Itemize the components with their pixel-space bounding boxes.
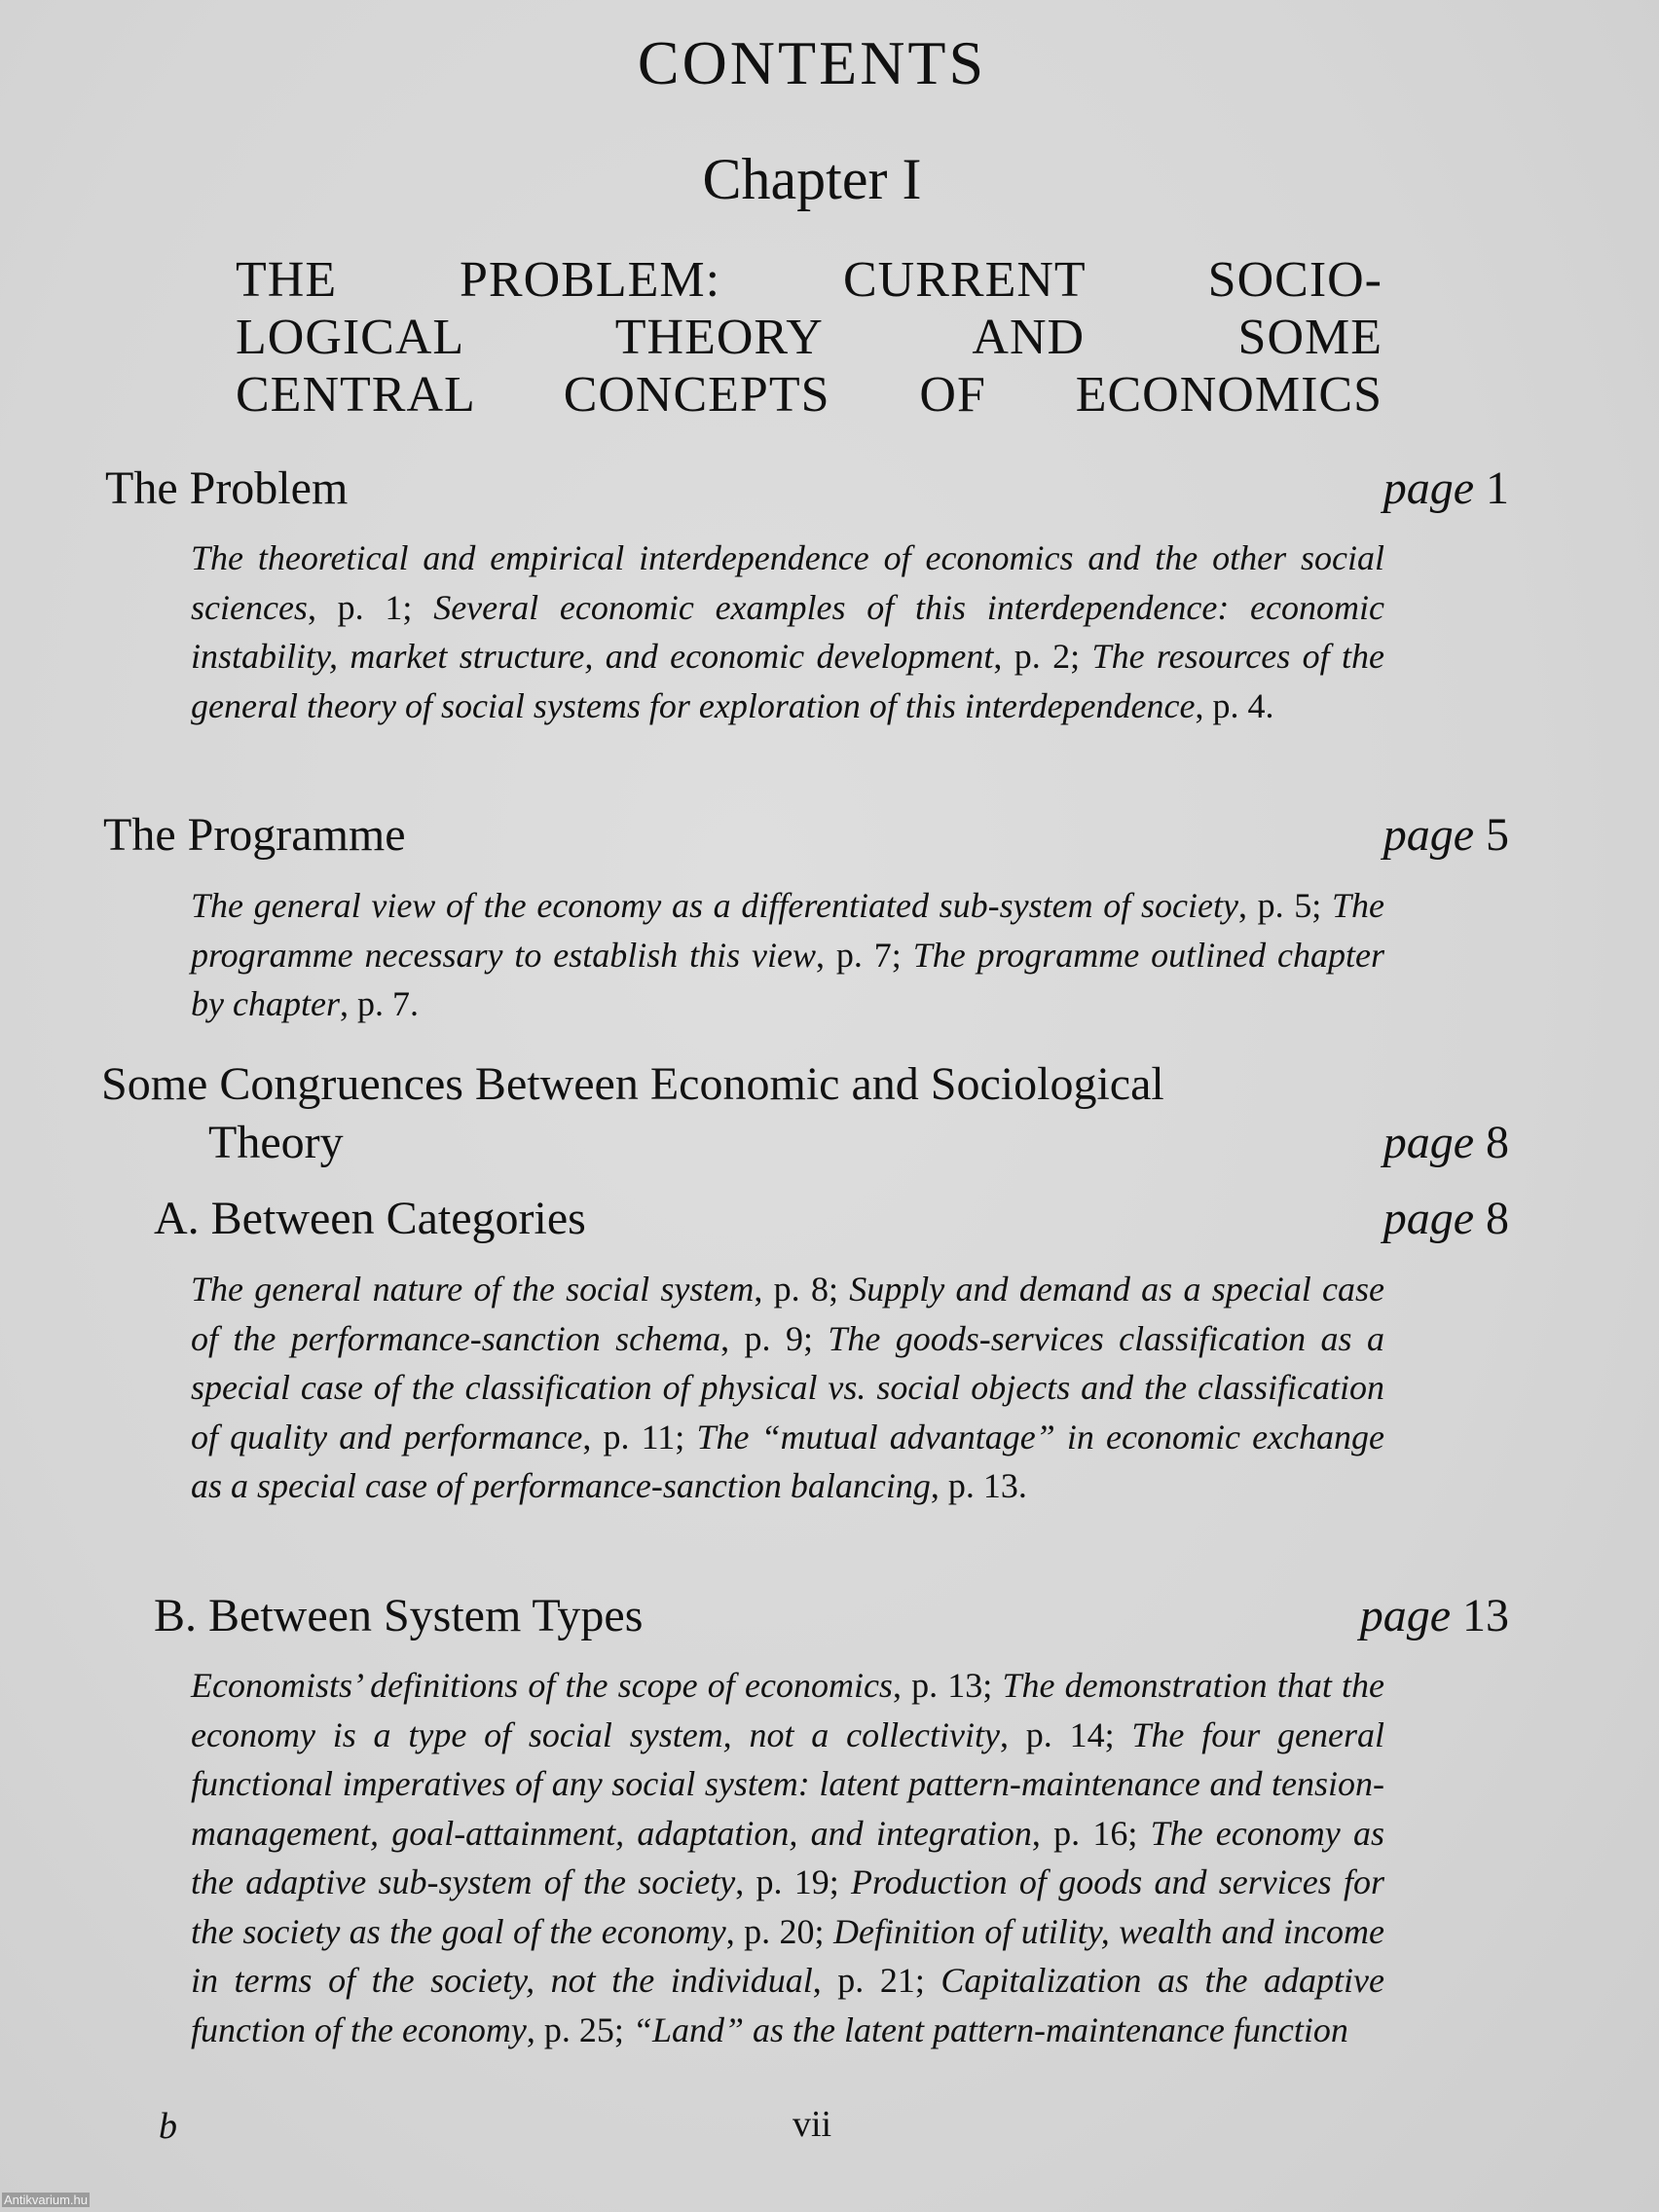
summary-page-ref: , p. 8;: [754, 1270, 850, 1309]
summary-topic: Capitalization as the adaptive function of the economy: [191, 1961, 1384, 2049]
page-number: 13: [1462, 1590, 1509, 1641]
entry-summary: [191, 1661, 1384, 2054]
summary-page-ref: , p. 9;: [720, 1318, 829, 1358]
summary-topic: The programme necessary to establish this view: [191, 886, 1384, 975]
summary-page-ref: , p. 11;: [582, 1417, 697, 1456]
toc-entry-between-system-types[interactable]: [154, 1589, 1509, 1643]
toc-entry-the-problem[interactable]: [105, 461, 1509, 516]
summary-topic: The goods-services classification as a special case of the classification of physical vs. social objects and the classification of quality and performance: [191, 1318, 1384, 1456]
page-number: 5: [1486, 809, 1509, 861]
entry-page-ref: [1383, 1192, 1509, 1246]
toc-entry-the-programme[interactable]: [103, 808, 1509, 863]
summary-page-ref: , p. 5;: [1237, 886, 1332, 925]
entry-title-line-2: Theory: [208, 1117, 344, 1168]
page-number: 8: [1486, 1117, 1509, 1168]
summary-page-ref: , p. 4.: [1195, 685, 1274, 725]
entry-page-ref: [1360, 1589, 1509, 1643]
summary-topic: Production of goods and services for the society as the goal of the economy: [191, 1862, 1384, 1951]
summary-topic: Supply and demand as a special case of the performance-sanction schema: [191, 1270, 1384, 1358]
summary-topic: The programme outlined chapter by chapter: [191, 935, 1384, 1023]
page-label: page: [1382, 809, 1474, 861]
toc-entry-some-congruences[interactable]: [101, 1057, 1509, 1112]
summary-page-ref: , p. 16;: [1031, 1813, 1151, 1853]
summary-topic: The demonstration that the economy is a type of social system, not a collectivity: [191, 1666, 1384, 1754]
summary-topic: The “mutual advantage” in economic exchange as a special case of performance-sanction balancing: [191, 1417, 1384, 1505]
entry-title: The Problem: [105, 462, 349, 514]
page-label: page: [1382, 1193, 1474, 1244]
summary-page-ref: , p. 13;: [892, 1666, 1003, 1705]
page-number: 8: [1486, 1193, 1509, 1244]
page-label: page: [1382, 462, 1474, 514]
chapter-heading: [236, 251, 1382, 424]
entry-page-ref: [1383, 808, 1509, 863]
summary-topic: The general view of the economy as a differentiated sub-system of society: [191, 886, 1238, 925]
summary-page-ref: , p. 2;: [993, 637, 1092, 676]
toc-entry-some-congruences-cont[interactable]: [208, 1116, 1509, 1170]
chapter-heading-line: LOGICAL THEORY AND SOME: [236, 310, 1382, 365]
entry-title: The Programme: [103, 809, 406, 861]
entry-summary: [191, 881, 1384, 1029]
toc-entry-between-categories[interactable]: [154, 1192, 1509, 1246]
summary-page-ref: , p. 19;: [735, 1862, 852, 1901]
page-label: page: [1382, 1117, 1474, 1168]
summary-page-ref: , p. 20;: [725, 1911, 833, 1951]
page-number: 1: [1486, 462, 1509, 514]
summary-topic: Several economic examples of this interdependence: economic instability, market structure, and economic development: [191, 587, 1384, 676]
entry-summary: [191, 1265, 1384, 1511]
chapter-heading-line: CENTRAL CONCEPTS OF ECONOMICS: [236, 367, 1382, 423]
entry-summary: [191, 534, 1384, 730]
watermark: Antikvarium.hu: [4, 2193, 88, 2207]
summary-topic: The theoretical and empirical interdependence of economics and the other social sciences: [191, 538, 1384, 627]
summary-page-ref: , p. 7.: [339, 984, 419, 1023]
summary-page-ref: , p. 13.: [930, 1466, 1027, 1505]
page-label: page: [1359, 1590, 1451, 1641]
page-number-footer: vii: [792, 2104, 832, 2145]
page-title: CONTENTS: [637, 28, 987, 97]
summary-topic: Definition of utility, wealth and income in terms of the society, not the individual: [191, 1911, 1384, 2000]
summary-topic: Economists’ definitions of the scope of economics: [191, 1666, 893, 1705]
summary-page-ref: , p. 1;: [307, 587, 434, 627]
summary-topic: The four general functional imperatives of any social system: latent pattern-maintenance and tension-management, goal-attainment, adaptation, and integration: [191, 1714, 1384, 1853]
entry-title: A. Between Categories: [154, 1193, 586, 1244]
entry-title: B. Between System Types: [154, 1590, 644, 1641]
entry-title-line-1: Some Congruences Between Economic and Sociological: [101, 1058, 1164, 1110]
summary-page-ref: , p. 7;: [816, 935, 913, 975]
signature-mark: b: [159, 2106, 177, 2147]
chapter-heading-line: THE PROBLEM: CURRENT SOCIO-: [236, 252, 1382, 308]
entry-page-ref: [1383, 1116, 1509, 1170]
chapter-number: Chapter I: [702, 147, 922, 211]
summary-page-ref: , p. 14;: [1000, 1714, 1132, 1754]
summary-topic: “Land” as the latent pattern-maintenance function: [632, 2009, 1348, 2049]
summary-page-ref: , p. 25;: [526, 2009, 633, 2049]
summary-page-ref: , p. 21;: [812, 1961, 941, 2000]
entry-page-ref: [1383, 461, 1509, 516]
summary-topic: The general nature of the social system: [191, 1270, 755, 1309]
summary-topic: The resources of the general theory of social systems for exploration of this interdependence: [191, 637, 1384, 725]
summary-topic: The economy as the adaptive sub-system of the society: [191, 1813, 1384, 1901]
